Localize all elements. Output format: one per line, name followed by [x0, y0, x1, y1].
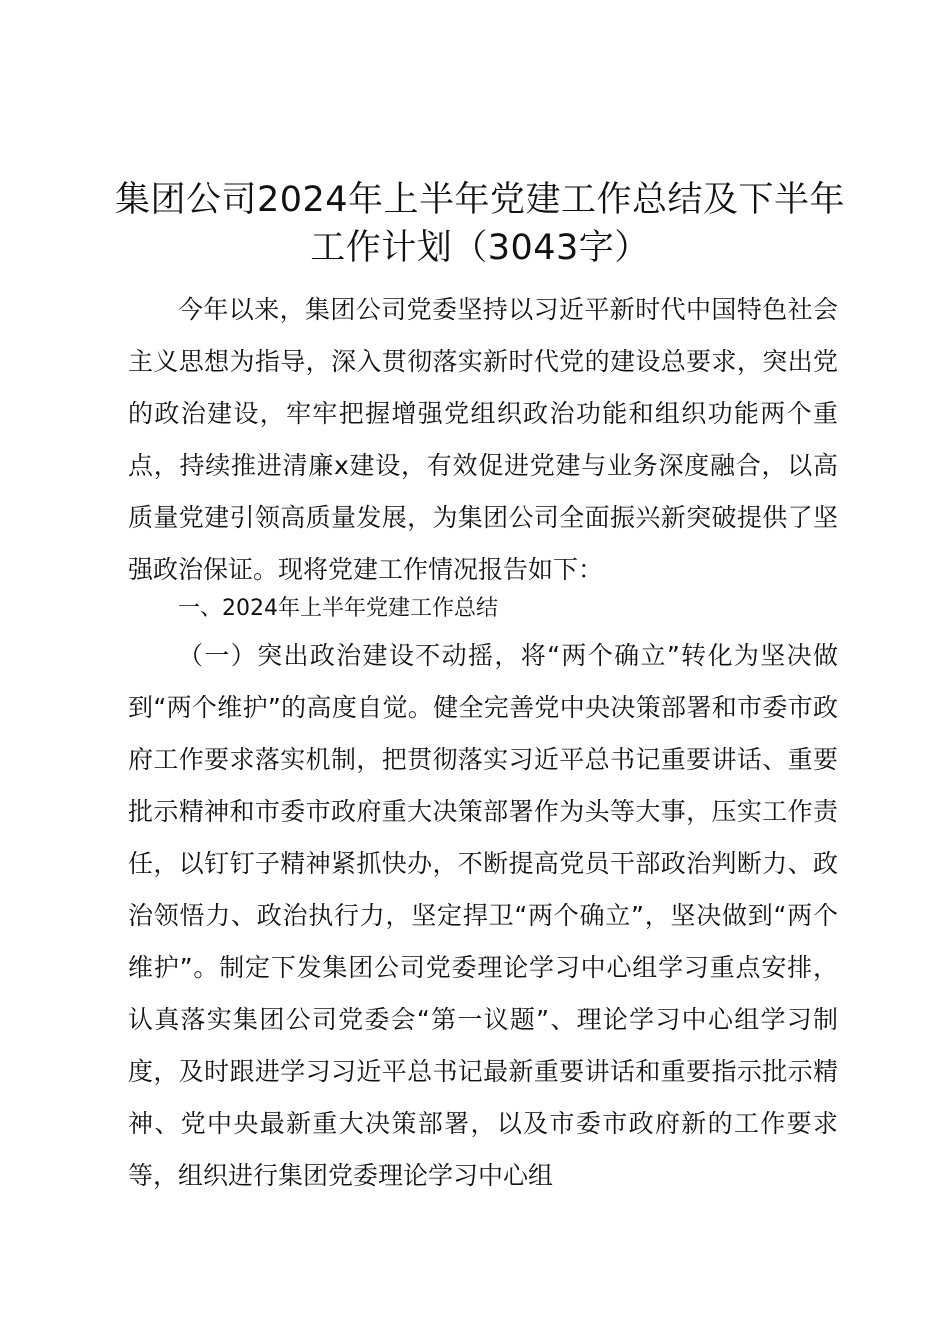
- body-paragraph: （一）突出政治建设不动摇，将“两个确立”转化为坚决做到“两个维护”的高度自觉。健全完善党中央决策部署和市委市政府工作要求落实机制，把贯彻落实习近平总书记重要讲话、重要批示精神和市委市政府重大决策部署作为头等大事，压实工作责任，以钉钉子精神紧抓快办，不断提高党员干部政治判断力、政治领悟力、政治执行力，坚定捍卫“两个确立”，坚决做到“两个维护”。制定下发集团公司党委理论学习中心组学习重点安排，认真落实集团公司党委会“第一议题”、理论学习中心组学习制度，及时跟进学习习近平总书记最新重要讲话和重要指示批示精神、党中央最新重大决策部署，以及市委市政府新的工作要求等，组织进行集团党委理论学习中心组: [128, 641, 838, 1190]
- document-title: 集团公司2024年上半年党建工作总结及下半年工作计划（3043字）: [114, 180, 846, 268]
- intro-paragraph: 今年以来，集团公司党委坚持以习近平新时代中国特色社会主义思想为指导，深入贯彻落实新时代党的建设总要求，突出党的政治建设，牢牢把握增强党组织政治功能和组织功能两个重点，持续推进清廉x建设，有效促进党建与业务深度融合，以高质量党建引领高质量发展，为集团公司全面振兴新突破提供了坚强政治保证。现将党建工作情况报告如下：: [128, 295, 838, 584]
- section-heading: 一、2024年上半年党建工作总结: [178, 596, 498, 621]
